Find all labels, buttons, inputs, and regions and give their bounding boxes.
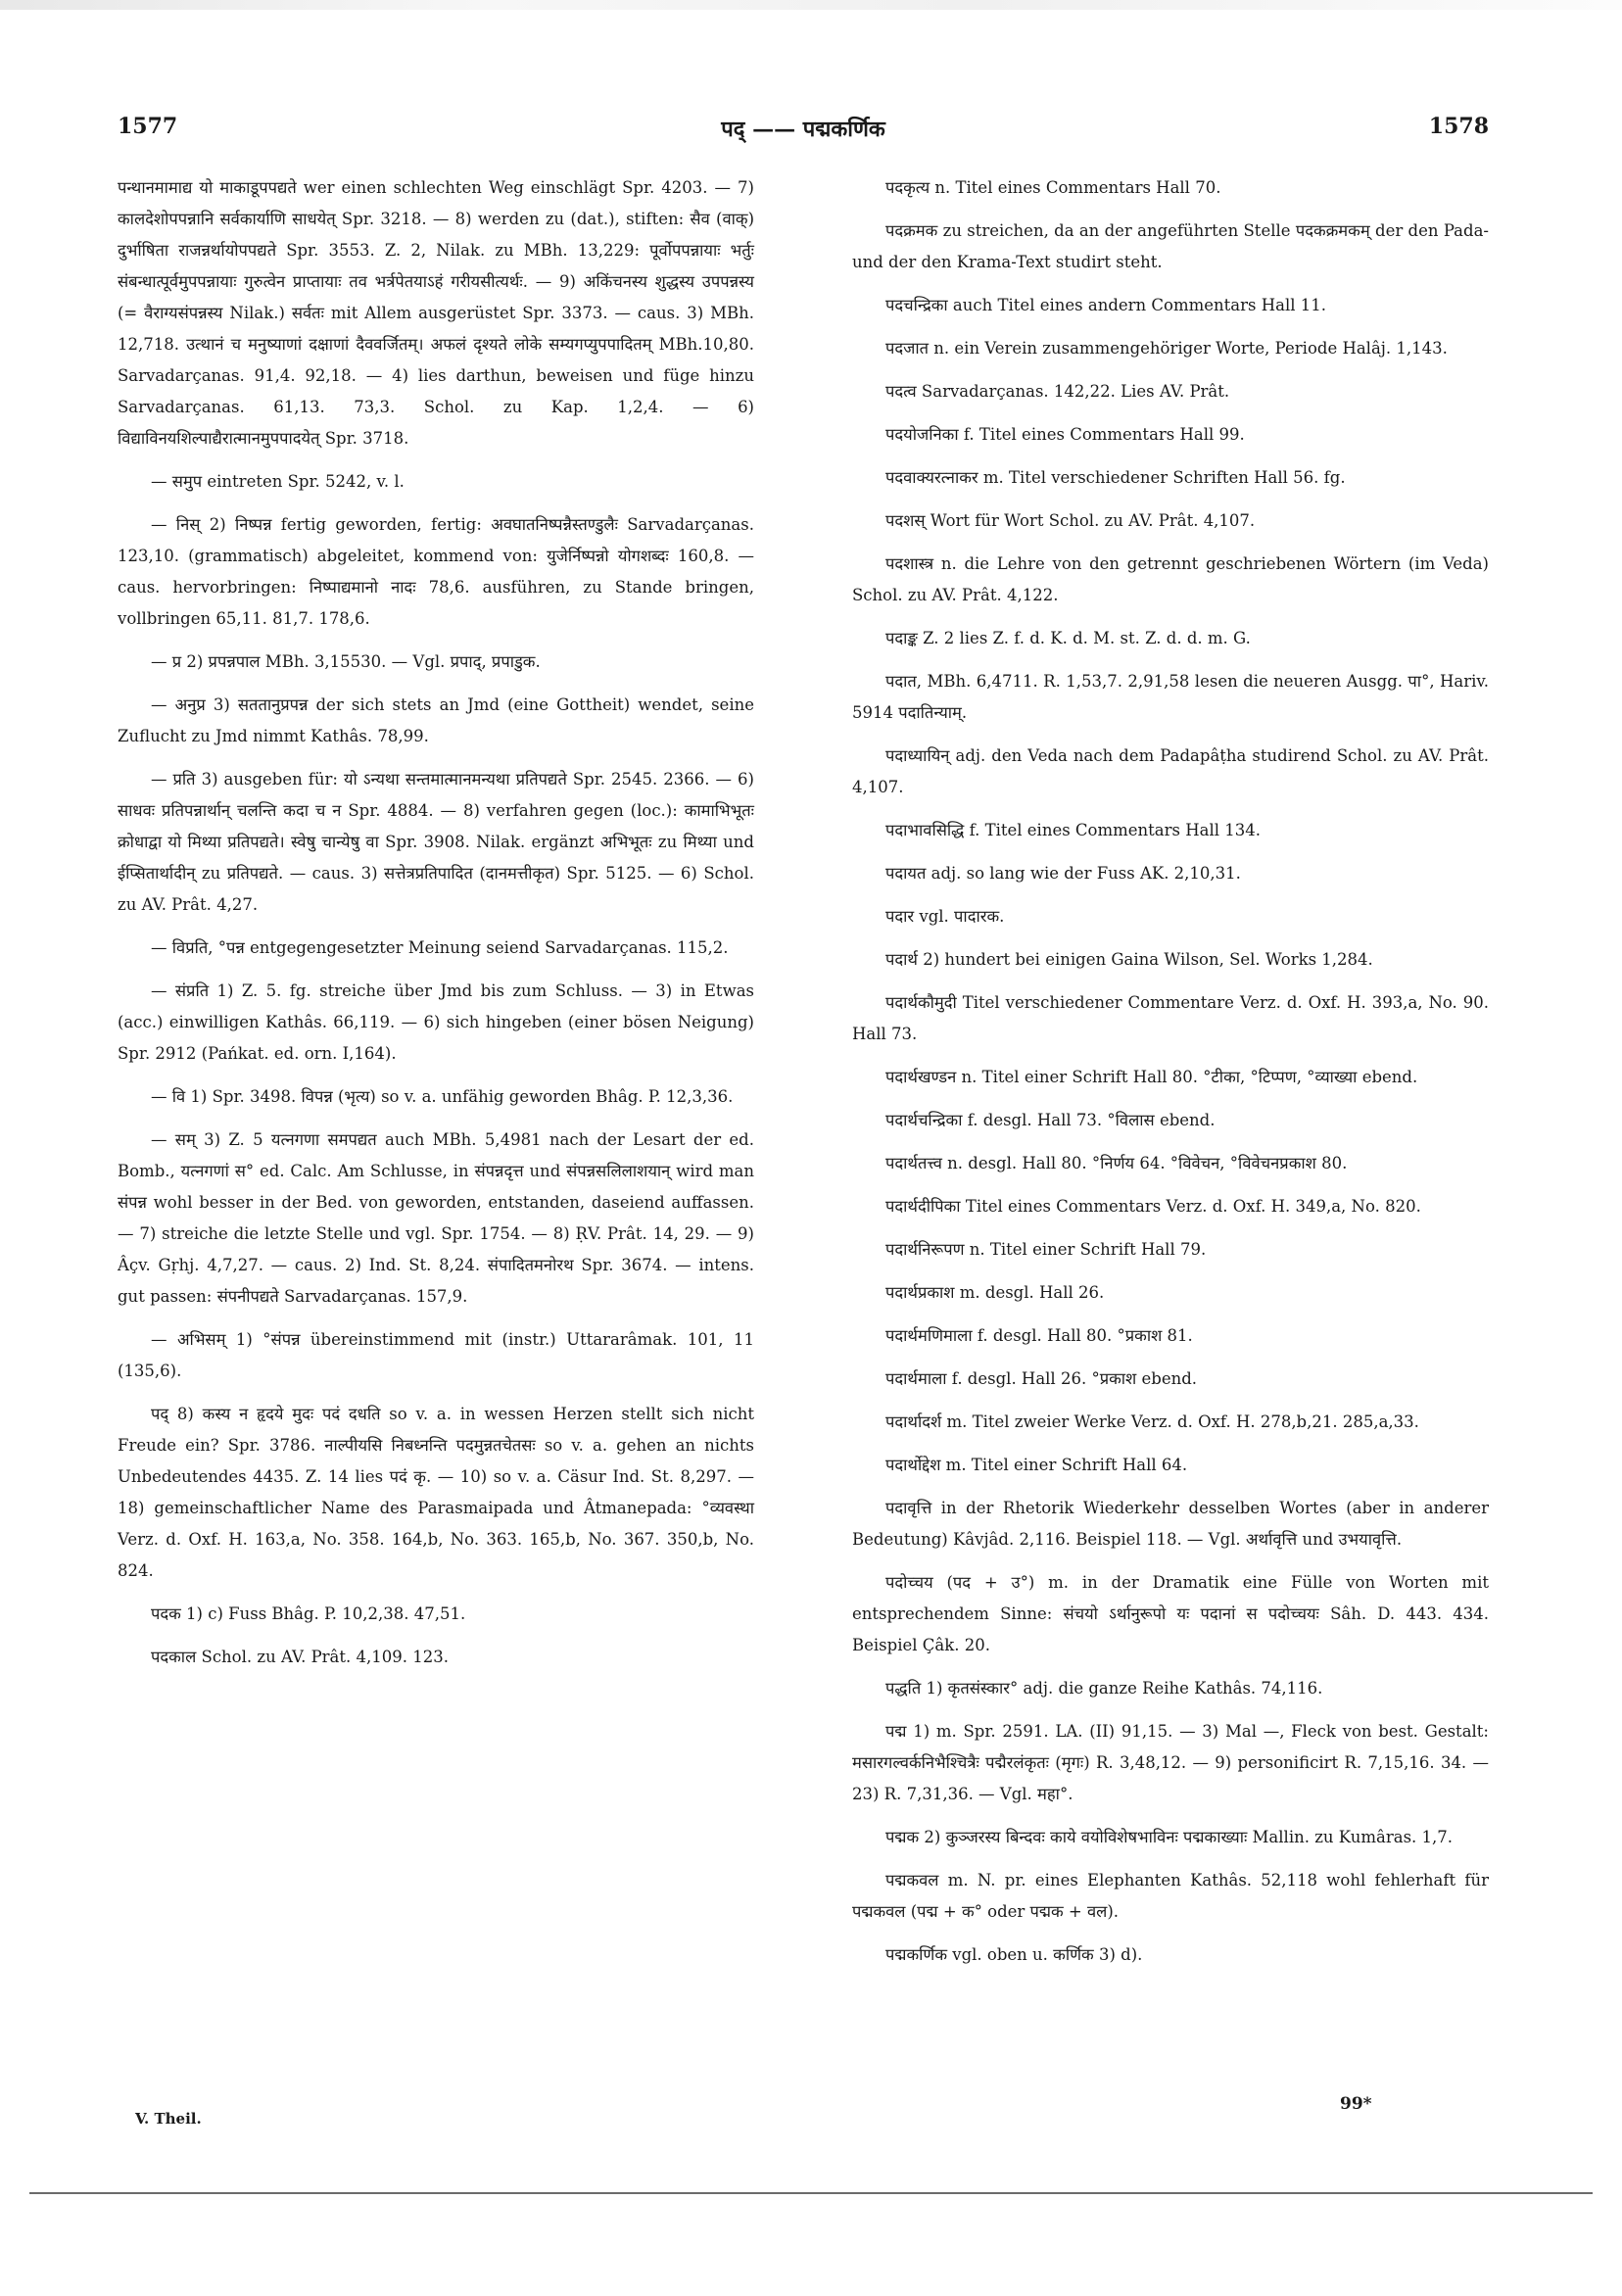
dictionary-entry: — अभिसम् 1) °संपन्न übereinstimmend mit (instr.) Uttararâmak. 101, 11 (135,6). xyxy=(118,1330,754,1380)
dictionary-entry: — सम् 3) Z. 5 यत्नगणा समपद्यत auch MBh. 5,4981 nach der Lesart der ed. Bomb., यत्नगणां स° ed. Calc. Am Schlusse, in संपन्नदृत्त und संपन्नसलिलाशयान् wird man संपन्न wohl besser in der Bed. von geworden, entstanden, daseiend auffassen. — 7) streiche die letzte Stelle und vgl. Spr. 1754. — 8) ṚV. Prât. 14, 29. — 9) Âçv. Gṛhj. 4,7,27. — caus. 2) Ind. St. 8,24. संपादितमनोरथ Spr. 3674. — intens. gut passen: संपनीपद्यते Sarvadarçanas. 157,9. xyxy=(118,1130,754,1306)
dictionary-entry: पदकाल Schol. zu AV. Prât. 4,109. 123. xyxy=(151,1648,449,1666)
bottom-rule xyxy=(29,2192,1593,2194)
dictionary-entry: पदायत adj. so lang wie der Fuss AK. 2,10,31. xyxy=(885,864,1241,883)
dictionary-entry: पदार्थकौमुदी Titel verschiedener Commentare Verz. d. Oxf. H. 393,a, No. 90. Hall 73. xyxy=(852,993,1489,1043)
dictionary-entry: पदार्थप्रकाश m. desgl. Hall 26. xyxy=(885,1283,1105,1302)
dictionary-entry: पदवाक्यरत्नाकर m. Titel verschiedener Schriften Hall 56. fg. xyxy=(885,468,1346,487)
page-number-right: 1578 xyxy=(1428,114,1489,139)
page-header xyxy=(118,114,1489,153)
dictionary-entry: पदोच्चय (पद + उ°) m. in der Dramatik eine Fülle von Worten mit entsprechendem Sinne: संचयो ऽर्थानुरूपो यः पदानां स पदोच्चयः Sâh. D. 443. 434. Beispiel Çâk. 20. xyxy=(852,1573,1489,1654)
dictionary-entry: पन्थानमामाद्य यो माकाडूपपद्यते wer einen schlechten Weg einschlägt Spr. 4203. — 7) कालदेशोपपन्नानि सर्वकार्याणि साधयेत् Spr. 3218. — 8) werden zu (dat.), stiften: सैव (वाक्) दुर्भाषिता राजन्नर्थायोपपद्यते Spr. 3553. Z. 2, Nilak. zu MBh. 13,229: पूर्वोपपन्नायाः भर्तुः संबन्धात्पूर्वमुपपन्नायाः गुरुत्वेन प्राप्तायाः तव भर्त्रपेतयाऽहं गरीयसीत्यर्थः. — 9) अकिंचनस्य शुद्धस्य उपपन्नस्य (= वैराग्यसंपन्नस्य Nilak.) सर्वतः mit Allem ausgerüstet Spr. 3373. — caus. 3) MBh. 12,718. उत्थानं च मनुष्याणां दक्षाणां दैववर्जितम्। अफलं दृश्यते लोके सम्यगप्युपपादितम् MBh.10,80. Sarvadarçanas. 91,4. 92,18. — 4) lies darthun, beweisen und füge hinzu Sarvadarçanas. 61,13. 73,3. Schol. zu Kap. 1,2,4. — 6) विद्याविनयशिल्पाद्यैरात्मानमुपपादयेत् Spr. 3718. xyxy=(118,178,754,448)
dictionary-entry: पदशास्त्र n. die Lehre von den getrennt geschriebenen Wörtern (im Veda) Schol. zu AV. Prât. 4,122. xyxy=(852,554,1489,604)
page-number-left: 1577 xyxy=(118,114,178,139)
dictionary-entry: — समुप eintreten Spr. 5242, v. l. xyxy=(151,472,405,491)
dictionary-entry: पद्मक 2) कुञ्जरस्य बिन्दवः काये वयोविशेषभाविनः पद्मकाख्याः Mallin. zu Kumâras. 1,7. xyxy=(885,1828,1454,1846)
dictionary-entry: — प्रति 3) ausgeben für: यो ऽन्यथा सन्तमात्मानमन्यथा प्रतिपद्यते Spr. 2545. 2366. — 6) साधवः प्रतिपन्नार्थान् चलन्ति कदा च न Spr. 4884. — 8) verfahren gegen (loc.): कामाभिभूतः क्रोधाद्वा यो मिथ्या प्रतिपद्यते। स्वेषु चान्येषु वा Spr. 3908. Nilak. ergänzt अभिभूतः zu मिथ्या und ईप्सितार्थादीन् zu प्रतिपद्यते. — caus. 3) सत्तेत्रप्रतिपादित (दानमत्तीकृत) Spr. 5125. — 6) Schol. zu AV. Prât. 4,27. xyxy=(118,770,754,914)
dictionary-entry: पदार्थ 2) hundert bei einigen Gaina Wilson, Sel. Works 1,284. xyxy=(885,950,1373,969)
dictionary-entry: पदार्थखण्डन n. Titel einer Schrift Hall 80. °टीका, °टिप्पण, °व्याख्या ebend. xyxy=(885,1068,1418,1086)
signature-mark: 99* xyxy=(1340,2094,1372,2114)
dictionary-entry: पद्धति 1) कृतसंस्कार° adj. die ganze Reihe Kathâs. 74,116. xyxy=(885,1679,1323,1698)
dictionary-entry: पदार vgl. पादारक. xyxy=(885,907,1005,926)
dictionary-entry: पदार्थचन्द्रिका f. desgl. Hall 73. °विलास ebend. xyxy=(885,1111,1216,1129)
dictionary-entry: पदार्थमाला f. desgl. Hall 26. °प्रकाश ebend. xyxy=(885,1369,1198,1388)
dictionary-entry: पदावृत्ति in der Rhetorik Wiederkehr desselben Wortes (aber in anderer Bedeutung) Kâvjâd. 2,116. Beispiel 118. — Vgl. अर्थावृत्ति und उभयावृत्ति. xyxy=(852,1499,1489,1549)
dictionary-entry: पदकृत्य n. Titel eines Commentars Hall 70. xyxy=(885,178,1221,197)
dictionary-entry: — निस् 2) निष्पन्न fertig geworden, fertig: अवघातनिष्पन्नैस्तण्डुलैः Sarvadarçanas. 123,10. (grammatisch) abgeleitet, kommend von: युजेर्निष्पन्नो योगशब्दः 160,8. — caus. hervorbringen: निष्पाद्यमानो नादः 78,6. ausführen, zu Stande bringen, vollbringen 65,11. 81,7. 178,6. xyxy=(118,515,754,628)
dictionary-entry: पद् 8) कस्य न हृदये मुदः पदं दधति so v. a. in wessen Herzen stellt sich nicht Freude ein? Spr. 3786. नाल्पीयसि निबध्नन्ति पदमुन्नतचेतसः so v. a. gehen an nichts Unbedeutendes 4435. Z. 14 lies पदं कृ. — 10) so v. a. Cäsur Ind. St. 8,297. — 18) gemeinschaftlicher Name des Parasmaipada und Âtmanepada: °व्यवस्था Verz. d. Oxf. H. 163,a, No. 358. 164,b, No. 363. 165,b, No. 367. 350,b, No. 824. xyxy=(118,1405,754,1580)
dictionary-entry: पदात, MBh. 6,4711. R. 1,53,7. 2,91,58 lesen die neueren Ausgg. पा°, Hariv. 5914 पदातिन्याम्. xyxy=(852,672,1489,722)
running-title: पद् —— पद्मकर्णिक xyxy=(721,117,885,142)
dictionary-entry: — विप्रति, °पन्न entgegengesetzter Meinung seiend Sarvadarçanas. 115,2. xyxy=(151,938,729,957)
dictionary-entry: पदार्थमणिमाला f. desgl. Hall 80. °प्रकाश 81. xyxy=(885,1326,1193,1345)
dictionary-entry: पदार्थोद्देश m. Titel einer Schrift Hall 64. xyxy=(885,1456,1188,1474)
dictionary-entry: पदशस् Wort für Wort Schol. zu AV. Prât. 4,107. xyxy=(885,511,1256,530)
dictionary-entry: पदयोजनिका f. Titel eines Commentars Hall 99. xyxy=(885,425,1245,444)
right-column xyxy=(852,172,1489,1983)
dictionary-entry: — अनुप्र 3) सततानुप्रपन्न der sich stets an Jmd (eine Gottheit) wendet, seine Zuflucht zu Jmd nimmt Kathâs. 78,99. xyxy=(118,695,754,745)
dictionary-entry: पद्मकवल m. N. pr. eines Elephanten Kathâs. 52,118 wohl fehlerhaft für पद्मकवल (पद्म + क° oder पद्मक + वल). xyxy=(852,1871,1489,1921)
volume-label: V. Theil. xyxy=(135,2110,202,2128)
dictionary-entry: पदाङ्क Z. 2 lies Z. f. d. K. d. M. st. Z. d. d. m. G. xyxy=(885,629,1251,647)
scan-edge xyxy=(0,0,1622,10)
dictionary-entry: — प्र 2) प्रपन्नपाल MBh. 3,15530. — Vgl. प्रपाद्, प्रपाडुक. xyxy=(151,652,541,671)
left-column xyxy=(118,172,754,1685)
dictionary-entry: पदचन्द्रिका auch Titel eines andern Commentars Hall 11. xyxy=(885,296,1326,314)
dictionary-entry: पद्मकर्णिक vgl. oben u. कर्णिक 3) d). xyxy=(885,1945,1143,1964)
dictionary-entry: पदक 1) c) Fuss Bhâg. P. 10,2,38. 47,51. xyxy=(151,1604,466,1623)
dictionary-entry: पदार्थतत्त्व n. desgl. Hall 80. °निर्णय 64. °विवेचन, °विवेचनप्रकाश 80. xyxy=(885,1154,1348,1172)
dictionary-entry: पदक्रमक zu streichen, da an der angeführten Stelle पदकक्रमकम् der den Pada- und der den Krama-Text studirt steht. xyxy=(852,221,1489,271)
dictionary-entry: पदार्थनिरूपण n. Titel einer Schrift Hall 79. xyxy=(885,1240,1207,1259)
dictionary-entry: पदाभावसिद्धि f. Titel eines Commentars Hall 134. xyxy=(885,821,1262,839)
dictionary-entry: पदत्व Sarvadarçanas. 142,22. Lies AV. Prât. xyxy=(885,382,1230,401)
dictionary-entry: पदार्थादर्श m. Titel zweier Werke Verz. d. Oxf. H. 278,b,21. 285,a,33. xyxy=(885,1412,1419,1431)
dictionary-entry: पद्म 1) m. Spr. 2591. LA. (II) 91,15. — 3) Mal —, Fleck von best. Gestalt: मसारगल्वर्कनिभैश्चित्रैः पद्मैरलंकृतः (मृगः) R. 3,48,12. — 9) personificirt R. 7,15,16. 34. — 23) R. 7,31,36. — Vgl. महा°. xyxy=(852,1722,1489,1803)
dictionary-entry: पदार्थदीपिका Titel eines Commentars Verz. d. Oxf. H. 349,a, No. 820. xyxy=(885,1197,1421,1216)
dictionary-entry: — संप्रति 1) Z. 5. fg. streiche über Jmd bis zum Schluss. — 3) in Etwas (acc.) einwilligen Kathâs. 66,119. — 6) sich hingeben (einer bösen Neigung) Spr. 2912 (Pańkat. ed. orn. I,164). xyxy=(118,981,754,1063)
dictionary-entry: पदजात n. ein Verein zusammengehöriger Worte, Periode Halâj. 1,143. xyxy=(885,339,1448,358)
dictionary-entry: पदाध्यायिन् adj. den Veda nach dem Padapâṭha studirend Schol. zu AV. Prât. 4,107. xyxy=(852,746,1489,796)
dictionary-entry: — वि 1) Spr. 3498. विपन्न (भृत्य) so v. a. unfähig geworden Bhâg. P. 12,3,36. xyxy=(151,1087,734,1106)
